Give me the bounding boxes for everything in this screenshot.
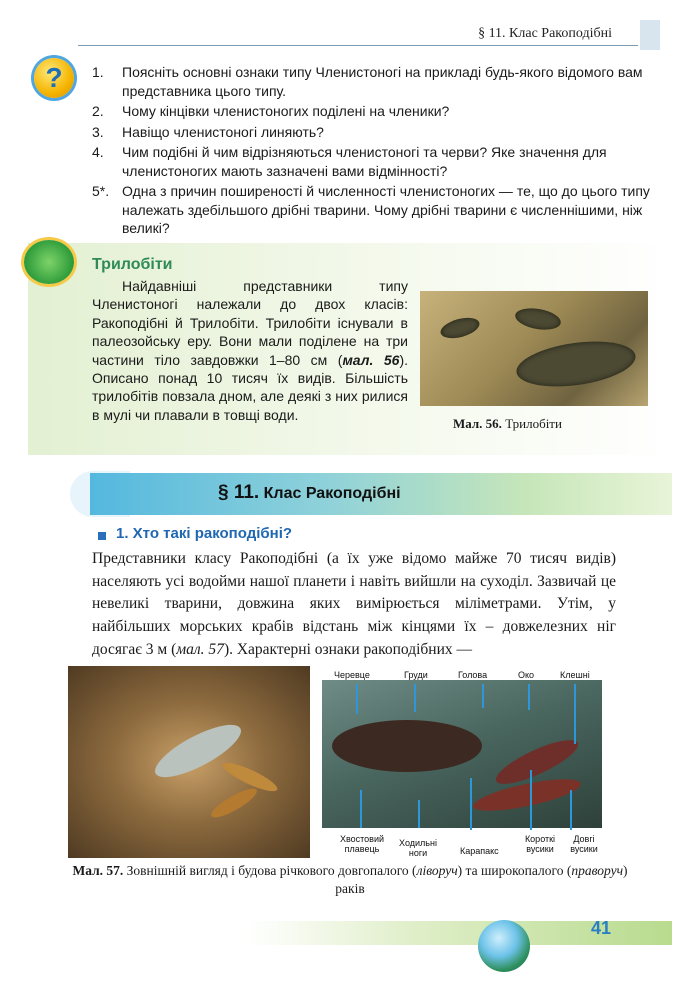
section-title: § 11. Клас Ракоподібні — [218, 482, 401, 503]
crayfish-claw — [471, 773, 583, 817]
frog-icon — [24, 240, 74, 284]
trilobites-title: Трилобіти — [92, 256, 173, 273]
subsection-marker — [98, 532, 106, 540]
callout-line — [570, 790, 572, 830]
trilobite-shape — [514, 335, 639, 393]
label-short-antennae: Короткі вусики — [524, 834, 556, 854]
label-eye: Око — [518, 670, 535, 680]
trilobite-shape — [438, 314, 481, 342]
callout-line — [530, 770, 532, 830]
crayfish-photo-right — [322, 680, 602, 828]
question-item: 3. Навіщо членистоногі линяють? — [92, 123, 324, 140]
body-paragraph: Представники класу Ракоподібні (а їх уже відомо майже 70 тисяч видів) населяють усі водойми нашої планети і навіть вийшли на суходіл. Зазвичай це невеликі тварини, довжина яких вимірюється міліметрами. Утім, у найбільших морських крабів відстань між кінцями їх – довжелезних ніг досягає 3 м (мал. 57). Характерні ознаки ракоподібних — — [92, 550, 616, 658]
question-mark-icon: ? — [34, 58, 74, 98]
label-walking-legs: Ходильні ноги — [399, 838, 437, 858]
review-questions — [92, 63, 652, 240]
callout-line — [482, 684, 484, 708]
label-tail-fan: Хвостовий плавець — [339, 834, 385, 854]
figure-reference: мал. 56 — [342, 351, 400, 368]
label-claws: Клешні — [560, 670, 590, 680]
callout-line — [414, 684, 416, 712]
figure-57-caption: Мал. 57. Зовнішній вигляд і будова річкового довгопалого (ліворуч) та широкопалого (праворуч) раків — [72, 863, 628, 896]
header-rule — [78, 45, 638, 46]
callout-line — [418, 800, 420, 828]
callout-line — [470, 778, 472, 830]
running-head: § 11. Клас Ракоподібні — [478, 26, 612, 41]
question-item: 4. Чим подібні й чим відрізняються членистоногі та черви? Яке значення для членистоногих мають зазначені вами відмінності? — [92, 144, 607, 179]
label-head: Голова — [458, 670, 488, 680]
callout-line — [360, 790, 362, 828]
header-tab — [640, 20, 660, 50]
question-item: 5*. Одна з причин поширеності й численності членистоногих — те, що до цього типу належать здебільшого дрібні тварини. Чому дрібні тварини є численнішими, ніж великі? — [92, 183, 650, 236]
callout-line — [356, 684, 358, 714]
figure-reference: мал. 57 — [176, 640, 224, 658]
trilobite-shape — [514, 305, 563, 333]
label-long-antennae: Довгі вусики — [570, 834, 598, 854]
trilobites-image — [420, 291, 648, 406]
label-carapace: Карапакс — [460, 846, 499, 856]
figure-56-caption: Мал. 56. Трилобіти — [453, 416, 562, 431]
page-number: 41 — [591, 918, 612, 938]
subsection-title: 1. Хто такі ракоподібні? — [116, 525, 293, 542]
crayfish-claw — [208, 784, 260, 822]
trilobites-text: Найдавніші представники типу Членистоногі належали до двох класів: Ракоподібні й Трилобіти. Трилобіти існували в палеозойську еру. Вони мали поділене на три частини тіло завдовжки 1–80 см (мал. 56). Описано понад 10 тисяч їх видів. Більшість трилобітів повзала дном, але деякі з них рилися в мулі чи плавали в товщі води. — [92, 278, 408, 423]
question-item: 1. Поясніть основні ознаки типу Членистоногі на прикладі будь-якого відомого вам представника цього типу. — [92, 64, 643, 99]
question-item: 2. Чому кінцівки членистоногих поділені на членики? — [92, 103, 450, 119]
label-chest: Груди — [404, 670, 428, 680]
crayfish-body — [332, 720, 482, 772]
callout-line — [574, 684, 576, 744]
globe-icon — [478, 920, 530, 972]
callout-line — [528, 684, 530, 710]
label-abdomen: Черевце — [334, 670, 370, 680]
crayfish-photo-left — [68, 666, 310, 858]
